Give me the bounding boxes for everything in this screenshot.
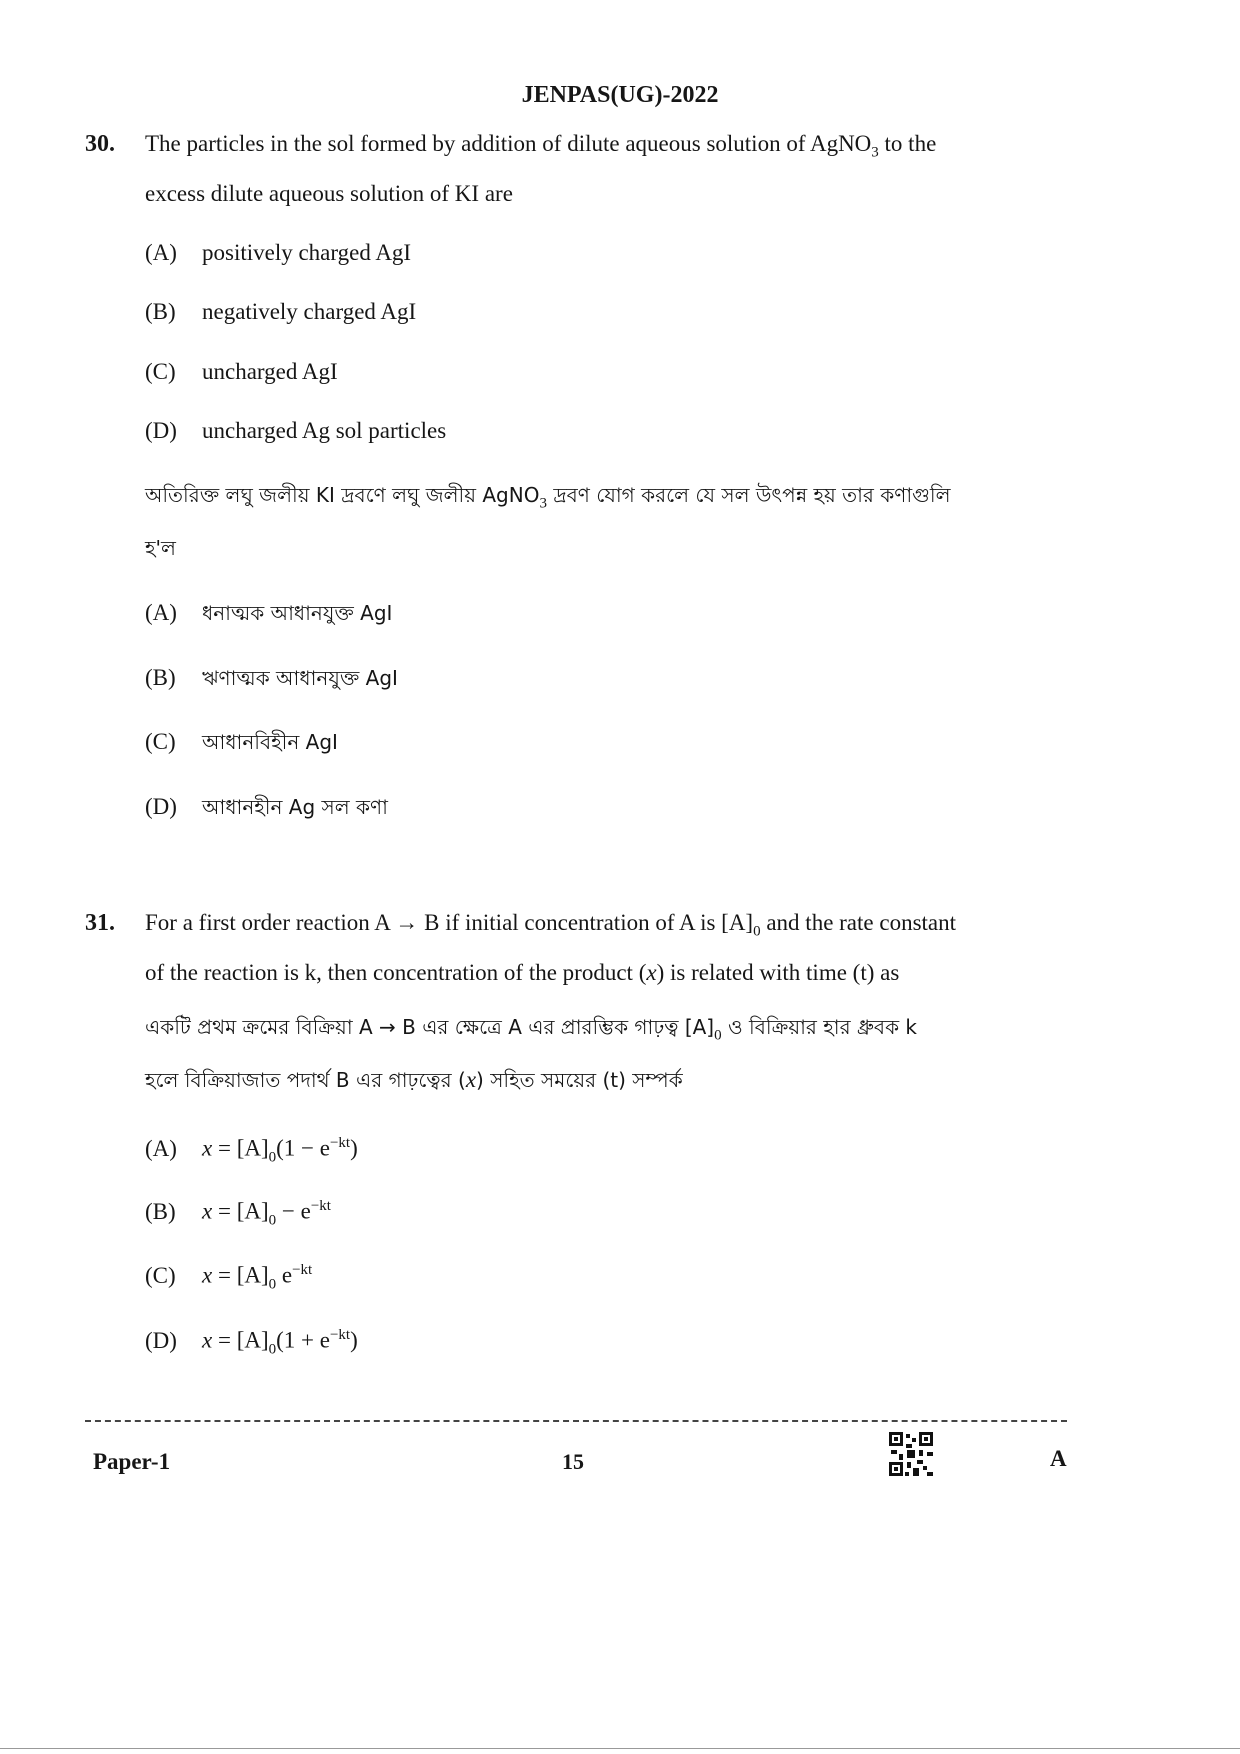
q30-option-d	[145, 418, 446, 444]
qr-code-icon	[889, 1432, 933, 1476]
q30-option-c	[145, 359, 338, 385]
q31-bn-part: একটি প্রথম ক্রমের বিক্রিয়া A → B এর ক্ষেত্রে A এর প্রারম্ভিক গাঢ়ত্ব [A]	[145, 1015, 715, 1039]
option-label: (B)	[145, 1198, 176, 1224]
option-label: (C)	[145, 1262, 176, 1288]
paper-set-label: A	[1050, 1446, 1067, 1471]
question-30-text-line-2: excess dilute aqueous solution of KI are	[145, 181, 513, 206]
formula-variable: x	[202, 1135, 213, 1161]
formula-variable: x	[202, 1327, 213, 1353]
q30-option-b	[145, 299, 416, 325]
option-label: (B)	[145, 665, 176, 690]
option-label: (A)	[145, 240, 177, 265]
option-text: আধানহীন Ag সল কণা	[202, 795, 388, 819]
option-label: (D)	[145, 794, 177, 819]
question-31-text-line-1	[145, 910, 956, 941]
q31-bn-variable: x	[465, 1067, 477, 1092]
page-bottom-edge	[0, 1748, 1240, 1749]
q31-option-c	[145, 1262, 312, 1293]
formula-superscript: −kt	[310, 1198, 331, 1214]
option-label: (A)	[145, 1135, 177, 1161]
q30-bn-option-b	[145, 664, 398, 697]
formula-part: )	[350, 1135, 358, 1161]
q30-subscript: 3	[871, 144, 879, 161]
q31-option-b	[145, 1198, 331, 1229]
option-text: positively charged AgI	[202, 240, 412, 265]
q31-text-part: of the reaction is k, then concentration of the product (	[145, 960, 647, 985]
q31-bn-subscript: 0	[714, 1027, 722, 1044]
q31-bn-part: ) সহিত সময়ের (t) সম্পর্ক	[476, 1068, 683, 1092]
option-label: (C)	[145, 729, 176, 754]
page-number: 15	[562, 1449, 584, 1474]
option-label: (D)	[145, 418, 177, 443]
formula-superscript: −kt	[292, 1262, 313, 1278]
q30-option-a	[145, 240, 411, 266]
q31-bn-part: হলে বিক্রিয়াজাত পদার্থ B এর গাঢ়ত্বের (	[145, 1068, 466, 1092]
formula-subscript: 0	[268, 1276, 277, 1293]
q31-option-a	[145, 1135, 358, 1166]
formula-variable: x	[202, 1262, 213, 1288]
question-30-text-line-1	[145, 131, 936, 162]
question-30-bengali-line-1	[145, 481, 951, 514]
option-text: ঋণাত্মক আধানযুক্ত AgI	[202, 666, 398, 690]
question-31-bengali-line-1	[145, 1013, 917, 1046]
option-label: (B)	[145, 299, 176, 324]
q30-bn-subscript: 3	[539, 495, 547, 512]
q30-bn-part: দ্রবণ যোগ করলে যে সল উৎপন্ন হয় তার কণাগুলি	[546, 483, 951, 507]
question-31-number: 31.	[85, 910, 115, 936]
exam-title: JENPAS(UG)-2022	[521, 82, 719, 108]
option-text: negatively charged AgI	[202, 299, 417, 324]
formula-variable: x	[202, 1198, 213, 1224]
option-text: uncharged AgI	[202, 359, 338, 384]
q31-text-part: ) is related with time (t) as	[656, 960, 900, 985]
option-text: ধনাত্মক আধানযুক্ত AgI	[202, 601, 393, 625]
option-label: (C)	[145, 359, 176, 384]
paper-label: Paper-1	[93, 1449, 171, 1474]
q31-bn-part: ও বিক্রিয়ার হার ধ্রুবক k	[721, 1015, 917, 1039]
formula-part: )	[350, 1327, 358, 1353]
q30-text-part: The particles in the sol formed by addition of dilute aqueous solution of AgNO	[145, 131, 872, 156]
q30-bn-option-a	[145, 599, 392, 632]
q30-text-part: to the	[878, 131, 937, 156]
formula-part: = [A]	[212, 1327, 269, 1353]
q30-bn-part: অতিরিক্ত লঘু জলীয় KI দ্রবণে লঘু জলীয় AgNO	[145, 483, 540, 507]
formula-superscript: −kt	[329, 1135, 351, 1151]
footer-divider	[85, 1420, 1067, 1422]
q30-bn-option-d	[145, 793, 388, 826]
q31-variable: x	[646, 960, 657, 985]
option-text: uncharged Ag sol particles	[202, 418, 447, 443]
formula-part: = [A]	[212, 1135, 269, 1161]
option-label: (D)	[145, 1327, 177, 1353]
q31-subscript: 0	[753, 923, 761, 940]
formula-part: e	[276, 1262, 293, 1288]
q30-bn-option-c	[145, 728, 338, 761]
question-31-bengali-line-2	[145, 1066, 683, 1099]
formula-subscript: 0	[268, 1212, 277, 1229]
option-label: (A)	[145, 600, 177, 625]
formula-part: (1 + e	[276, 1327, 330, 1353]
formula-superscript: −kt	[329, 1327, 351, 1343]
formula-subscript: 0	[268, 1341, 277, 1358]
q31-text-part: For a first order reaction A → B if initial concentration of A is [A]	[145, 910, 754, 935]
q31-option-d	[145, 1327, 358, 1358]
formula-part: = [A]	[212, 1262, 269, 1288]
question-30-bengali-line-2: হ'ল	[145, 536, 176, 560]
question-30-number: 30.	[85, 131, 115, 157]
formula-subscript: 0	[268, 1149, 277, 1166]
formula-part: (1 − e	[276, 1135, 330, 1161]
formula-part: = [A]	[212, 1198, 269, 1224]
option-text: আধানবিহীন AgI	[202, 730, 338, 754]
question-31-text-line-2	[145, 960, 899, 986]
q31-text-part: and the rate constant	[760, 910, 957, 935]
formula-part: − e	[276, 1198, 311, 1224]
